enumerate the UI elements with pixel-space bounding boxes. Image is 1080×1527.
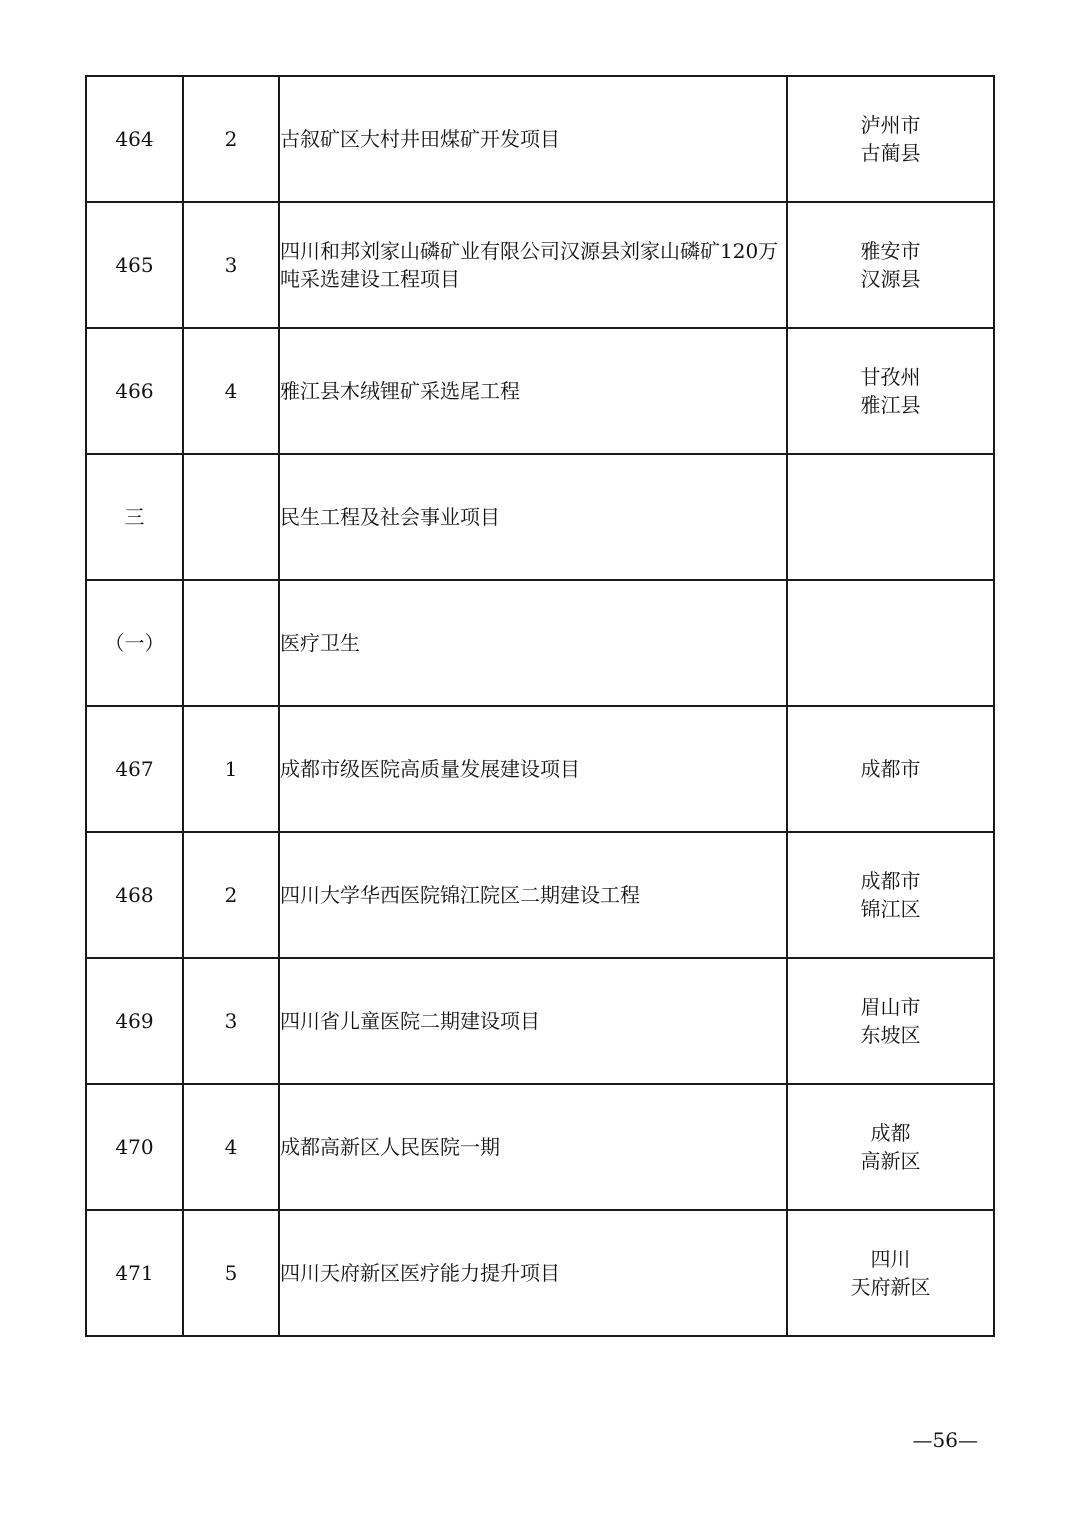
location-line-1: 成都市 (860, 869, 921, 893)
row-project-name: 成都市级医院高质量发展建设项目 (279, 706, 787, 832)
table-row-section (86, 454, 994, 580)
table-row (86, 706, 994, 832)
row-location (787, 202, 994, 328)
row-seq: 466 (86, 328, 183, 454)
location-line-1: 眉山市 (860, 995, 921, 1019)
row-sub-number: 4 (183, 328, 279, 454)
row-location (787, 1210, 994, 1336)
row-seq: 三 (86, 454, 183, 580)
row-location (787, 1084, 994, 1210)
row-location (787, 328, 994, 454)
table-row (86, 958, 994, 1084)
location-line-2: 雅江县 (860, 393, 921, 417)
row-project-name: 古叙矿区大村井田煤矿开发项目 (279, 76, 787, 202)
row-seq: 468 (86, 832, 183, 958)
row-sub-number: 4 (183, 1084, 279, 1210)
row-project-name: 四川天府新区医疗能力提升项目 (279, 1210, 787, 1336)
table-row (86, 328, 994, 454)
location-line-2: 汉源县 (860, 267, 921, 291)
row-project-name: 成都高新区人民医院一期 (279, 1084, 787, 1210)
row-sub-number: 2 (183, 76, 279, 202)
row-project-name: 医疗卫生 (279, 580, 787, 706)
row-sub-number: 5 (183, 1210, 279, 1336)
row-location (787, 832, 994, 958)
table-row (86, 1084, 994, 1210)
row-sub-number (183, 580, 279, 706)
row-project-name: 雅江县木绒锂矿采选尾工程 (279, 328, 787, 454)
row-location (787, 580, 994, 706)
row-sub-number: 2 (183, 832, 279, 958)
row-location (787, 958, 994, 1084)
row-location (787, 706, 994, 832)
row-sub-number: 3 (183, 958, 279, 1084)
location-line-2: 天府新区 (850, 1275, 931, 1299)
location-line-1: 成都 (870, 1121, 911, 1145)
row-sub-number: 1 (183, 706, 279, 832)
row-project-name: 民生工程及社会事业项目 (279, 454, 787, 580)
table-row (86, 76, 994, 202)
location-line-1: 四川 (870, 1247, 911, 1271)
row-seq: 469 (86, 958, 183, 1084)
row-project-name: 四川大学华西医院锦江院区二期建设工程 (279, 832, 787, 958)
table-row (86, 1210, 994, 1336)
row-seq: 470 (86, 1084, 183, 1210)
project-table (85, 75, 995, 1337)
location-line-2: 古蔺县 (860, 141, 921, 165)
row-seq: 465 (86, 202, 183, 328)
location-line-1: 泸州市 (860, 113, 921, 137)
location-line-2: 高新区 (860, 1149, 921, 1173)
row-project-name: 四川和邦刘家山磷矿业有限公司汉源县刘家山磷矿120万吨采选建设工程项目 (279, 202, 787, 328)
row-seq: 471 (86, 1210, 183, 1336)
row-location (787, 76, 994, 202)
row-sub-number: 3 (183, 202, 279, 328)
location-line-2: 东坡区 (860, 1023, 921, 1047)
page-number: —56— (912, 1428, 978, 1452)
row-sub-number (183, 454, 279, 580)
row-project-name: 四川省儿童医院二期建设项目 (279, 958, 787, 1084)
table-row (86, 202, 994, 328)
row-seq: （一） (86, 580, 183, 706)
location-line-2: 锦江区 (860, 897, 921, 921)
row-seq: 464 (86, 76, 183, 202)
row-location (787, 454, 994, 580)
location-line-1: 甘孜州 (860, 365, 921, 389)
location-line-1: 雅安市 (860, 239, 921, 263)
table-row (86, 832, 994, 958)
location-line-1: 成都市 (860, 757, 921, 781)
table-row-section (86, 580, 994, 706)
row-seq: 467 (86, 706, 183, 832)
